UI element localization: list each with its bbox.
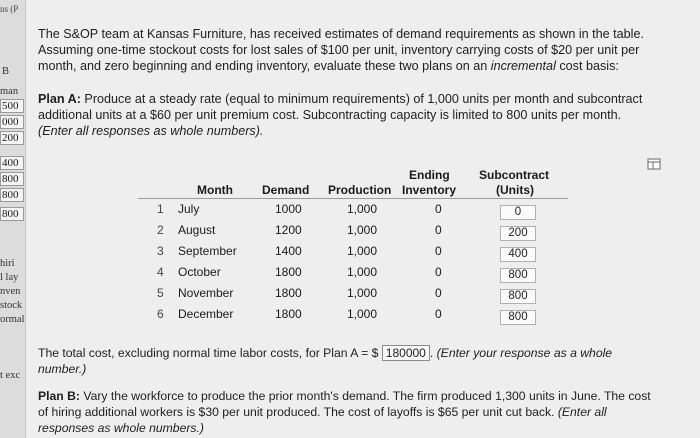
demand-cell: 1800 — [275, 307, 302, 321]
header-subcontract-2: (Units) — [496, 183, 534, 197]
left-fragment: B — [2, 66, 10, 77]
intro-text: The S&OP team at Kansas Furniture, has received estimates of demand requirements as shown in the table. Assuming one-time stockout costs for lost sales of $100 per unit, inventory carrying costs of $20 per unit per month, and zero beginning and ending inventory, evaluate these two plans on an — [38, 27, 644, 73]
header-production: Production — [328, 183, 392, 197]
month-cell: August — [178, 223, 216, 237]
inventory-cell: 0 — [435, 265, 442, 279]
problem-intro — [38, 26, 658, 74]
demand-cell: 1800 — [275, 265, 302, 279]
header-subcontract-1: Subcontract — [479, 168, 550, 182]
month-cell: October — [178, 265, 221, 279]
left-value-box: 500 — [0, 99, 24, 113]
plan-a-text: Produce at a steady rate (equal to minimum requirements) of 1,000 units per month and subcontract additional units at a $60 per unit premium cost. Subcontracting capacity is limited to 800 units per month. — [38, 92, 643, 122]
left-fragment: t exc — [0, 370, 21, 381]
row-number: 1 — [157, 202, 164, 216]
month-cell: December — [178, 307, 234, 321]
left-fragment: ormal — [0, 314, 25, 325]
plan-b-description — [38, 388, 658, 436]
inventory-cell: 0 — [435, 223, 442, 237]
plan-a-note: (Enter all responses as whole numbers). — [38, 124, 264, 138]
production-cell: 1,000 — [347, 202, 378, 216]
production-cell: 1,000 — [347, 265, 378, 279]
intro-tail: cost basis: — [555, 59, 619, 73]
plan-b-note: (Enter all responses as whole numbers.) — [38, 405, 607, 435]
production-cell: 1,000 — [347, 307, 378, 321]
inventory-cell: 0 — [435, 202, 442, 216]
production-cell: 1,000 — [347, 223, 378, 237]
month-cell: November — [178, 286, 234, 300]
subcontract-answer-field[interactable]: 200 — [500, 226, 536, 241]
total-cost-hint: (Enter your response as a whole number.) — [38, 346, 613, 376]
demand-cell: 1400 — [275, 244, 302, 258]
row-number: 5 — [157, 286, 164, 300]
subcontract-answer-field[interactable]: 800 — [500, 289, 536, 304]
header-demand: Demand — [262, 183, 310, 197]
total-cost-label: The total cost, excluding normal time labor costs, for Plan A = $ — [38, 346, 382, 360]
left-fragment: stock — [0, 300, 23, 311]
row-number: 4 — [157, 265, 164, 279]
demand-cell: 1200 — [275, 223, 302, 237]
left-fragment: hiri — [0, 258, 15, 269]
production-cell: 1,000 — [347, 286, 378, 300]
intro-emphasis: incremental — [490, 59, 556, 73]
left-value-box: 800 — [0, 207, 24, 221]
left-fragment: l lay — [0, 272, 19, 283]
demand-cell: 1000 — [275, 202, 302, 216]
header-ending-2: Inventory — [402, 183, 457, 197]
total-cost-answer-field[interactable]: 180000 — [382, 345, 430, 361]
left-cropped-panel — [0, 0, 26, 438]
subcontract-answer-field[interactable]: 800 — [500, 310, 536, 325]
header-month: Month — [197, 183, 233, 197]
inventory-cell: 0 — [435, 286, 442, 300]
plan-a-description — [38, 91, 658, 139]
plan-a-label: Plan A: — [38, 92, 81, 106]
plan-a-table — [138, 158, 568, 330]
production-cell: 1,000 — [347, 244, 378, 258]
total-cost-line — [38, 345, 638, 377]
demand-cell: 1800 — [275, 286, 302, 300]
plan-b-label: Plan B: — [38, 389, 80, 403]
row-number: 6 — [157, 307, 164, 321]
subcontract-answer-field[interactable]: 0 — [500, 205, 536, 220]
left-value-box: 200 — [0, 131, 24, 145]
total-cost-suffix: . — [429, 346, 437, 360]
row-number: 3 — [157, 244, 164, 258]
header-divider — [138, 198, 568, 199]
left-fragment: nven — [0, 286, 21, 297]
left-value-box: 800 — [0, 172, 24, 186]
subcontract-answer-field[interactable]: 800 — [500, 268, 536, 283]
inventory-cell: 0 — [435, 307, 442, 321]
left-value-box: 000 — [0, 115, 24, 129]
subcontract-answer-field[interactable]: 400 — [500, 247, 536, 262]
table-expand-icon[interactable] — [647, 158, 661, 170]
plan-b-text: Vary the workforce to produce the prior month's demand. The firm produced 1,300 units in June. The cost of hiring additional workers is $30 per unit produced. The cost of layoffs is $65 per unit cut back. — [38, 389, 651, 419]
month-cell: September — [178, 244, 237, 258]
left-value-box: 400 — [0, 156, 24, 170]
row-number: 2 — [157, 223, 164, 237]
question-content — [38, 0, 698, 438]
left-fragment: man — [0, 86, 19, 97]
left-value-box: 800 — [0, 188, 24, 202]
inventory-cell: 0 — [435, 244, 442, 258]
month-cell: July — [178, 202, 200, 216]
left-fragment: ns (P — [0, 4, 19, 14]
header-ending-1: Ending — [409, 168, 450, 182]
